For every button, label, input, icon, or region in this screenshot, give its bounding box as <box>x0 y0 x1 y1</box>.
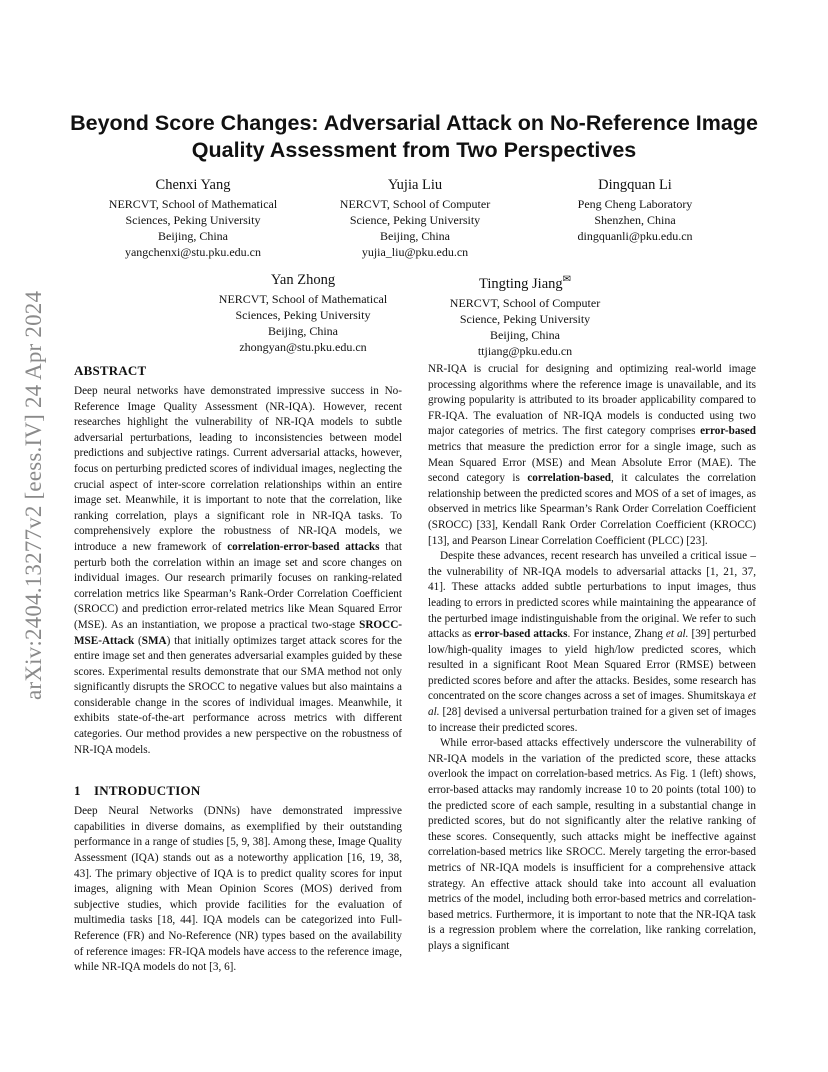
author-name: Tingting Jiang <box>478 275 563 292</box>
body-paragraph: While error-based attacks effectively underscore the vulnerability of NR-IQA models in the variation of the predicted score, these attacks overlook the impact on correlation-based metrics. As Fig. 1 (left) shows, error-based attacks may randomly increase 10 to 20 points (total 100) to the predicted score of each sample, resulting in a substantial change in predicted scores, but do not significantly alter the relative ranking of these scores. Consequently, such attacks might be ineffective against correlation-based metrics like SROCC. Merely targeting the error-based metrics of NR-IQA models is insufficient for a comprehensive attack strategy. An effective attack should take into account all evaluation metrics of the model, including both error-based metrics and correlation-based metrics. Furthermore, it is important to note that the NR-IQA task is a regression problem where the correlation, like ranking correlation, plays a significant <box>428 737 756 952</box>
author-email: ttjiang@pku.edu.cn <box>477 343 573 358</box>
author-name: Dingquan Li <box>598 177 672 193</box>
right-column <box>428 362 756 955</box>
author-affiliation: Sciences, Peking University <box>235 308 371 322</box>
author-block <box>310 175 520 260</box>
author-email: yangchenxi@stu.pku.edu.cn <box>124 245 262 259</box>
author-location: Beijing, China <box>268 324 338 338</box>
body-paragraph: NR-IQA is crucial for designing and optimizing real-world image processing algorithms where the reference image is unavailable, and its growing popularity is attributed to its broader applicability compared to FR-IQA. The evaluation of NR-IQA models is conducted using two major categories of metrics. The first category comprises error-based metrics that measure the prediction error for a single image, such as Mean Squared Error (MSE) and Mean Absolute Error (MAE). The second category is correlation-based, it calculates the correlation relationship between the predicted scores and MOS of a set of images, as observed in metrics like Spearman’s Rank Order Correlation Coefficient (SROCC) [33], Kendall Rank Order Correlation Coefficient (KROCC) [13], and Pearson Linear Correlation Coefficient (PLCC) [23]. <box>428 363 756 547</box>
author-name: Yan Zhong <box>270 272 336 288</box>
author-location: Beijing, China <box>158 229 228 243</box>
envelope-icon: ✉ <box>562 274 572 285</box>
author-location: Beijing, China <box>380 229 450 243</box>
paper-title: Beyond Score Changes: Adversarial Attack on No-Reference Image Quality Assessment from Two Perspectives <box>70 111 758 162</box>
author-name-line <box>420 270 630 294</box>
author-location: Beijing, China <box>490 327 560 342</box>
section-title: INTRODUCTION <box>94 783 201 799</box>
author-affiliation: Science, Peking University <box>459 311 591 326</box>
arxiv-side-stamp: arXiv:2404.13277v2 [eess.IV] 24 Apr 2024 <box>21 290 46 700</box>
author-block <box>88 175 298 260</box>
author-email: yujia_liu@pku.edu.cn <box>361 245 469 259</box>
author-block <box>198 270 408 355</box>
author-location: Shenzhen, China <box>594 213 676 227</box>
section-number: 1 <box>74 783 81 799</box>
author-affiliation: NERCVT, School of Mathematical <box>108 197 278 211</box>
section-heading <box>74 782 402 800</box>
author-block <box>420 270 630 359</box>
author-affiliation: Sciences, Peking University <box>125 213 261 227</box>
author-affiliation: NERCVT, School of Computer <box>339 197 491 211</box>
author-name: Yujia Liu <box>387 177 443 193</box>
author-affiliation: Science, Peking University <box>349 213 481 227</box>
abstract-heading: ABSTRACT <box>74 363 147 378</box>
author-email: zhongyan@stu.pku.edu.cn <box>239 340 367 354</box>
author-affiliation: NERCVT, School of Computer <box>449 295 601 310</box>
author-email: dingquanli@pku.edu.cn <box>577 229 693 243</box>
author-name: Chenxi Yang <box>155 177 231 193</box>
abstract-text: Deep neural networks have demonstrated impressive success in No-Reference Image Quality Assessment (NR-IQA). However, recent researches highlight the vulnerability of NR-IQA models to subtle adversarial perturbations, leading to inconsistencies between model predictions and subjective ratings. Current adversarial attacks, however, focus on perturbing predicted scores of individual images, neglecting the crucial aspect of inter-score correlation relationships within an entire image set. Meanwhile, it is important to note that the correlation, like ranking correlation, plays a significant role in NR-IQA tasks. To comprehensively explore the robustness of NR-IQA models, we introduce a new framework of correlation-error-based attacks that perturb both the correlation within an image set and score changes on individual images. Our research primarily focuses on ranking-related correlation metrics like Spearman’s Rank-Order Correlation Coefficient (SROCC) and prediction error-related metrics like Mean Squared Error (MSE). As an instantiation, we propose a practical two-stage SROCC-MSE-Attack (SMA) that initially optimizes target attack scores for the entire image set and then generates adversarial examples guided by these scores. Experimental results demonstrate that our SMA method not only significantly disrupts the SROCC to negative values but also maintains a considerable change in the scores of individual images. Meanwhile, it exhibits state-of-the-art performance across metrics with different categories. Our method provides a new perspective on the robustness of NR-IQA models. <box>74 385 403 756</box>
left-column <box>74 362 402 976</box>
author-affiliation: Peng Cheng Laboratory <box>577 197 693 211</box>
author-affiliation: NERCVT, School of Mathematical <box>218 292 388 306</box>
body-paragraph: Despite these advances, recent research has unveiled a critical issue – the vulnerability of NR-IQA models to adversarial attacks [1, 21, 37, 41]. These attacks added subtle perturbations to input images, thus leading to errors in predicted scores while maintaining the appearance of the perturbed image indistinguishable from the original. We refer to such attacks as error-based attacks. For instance, Zhang et al. [39] perturbed low/high-quality images to yield high/low predicted scores, which resulted in a significant Root Mean Squared Error (RMSE) between predicted scores before and after the attacks. Besides, some research has concentrated on the score changes across a set of images. Shumitskaya et al. [28] devised a universal perturbation trained for a given set of images to increase their predicted scores. <box>428 550 756 734</box>
body-paragraph: Deep Neural Networks (DNNs) have demonstrated impressive capabilities in diverse domains, as exemplified by their outstanding performance in a range of studies [5, 9, 38]. Among these, Image Quality Assessment (IQA) stands out as a noteworthy application [16, 19, 38, 43]. The primary objective of IQA is to predict quality scores for input images, aligning with Mean Opinion Scores (MOS) derived from subjective studies, which provide facilities for the evaluation of multimedia tasks [18, 44]. IQA models can be categorized into Full-Reference (FR) and No-Reference (NR) types based on the availability of reference images: FR-IQA models have access to the reference image, while NR-IQA models do not [3, 6]. <box>74 805 402 974</box>
author-block <box>530 175 740 244</box>
